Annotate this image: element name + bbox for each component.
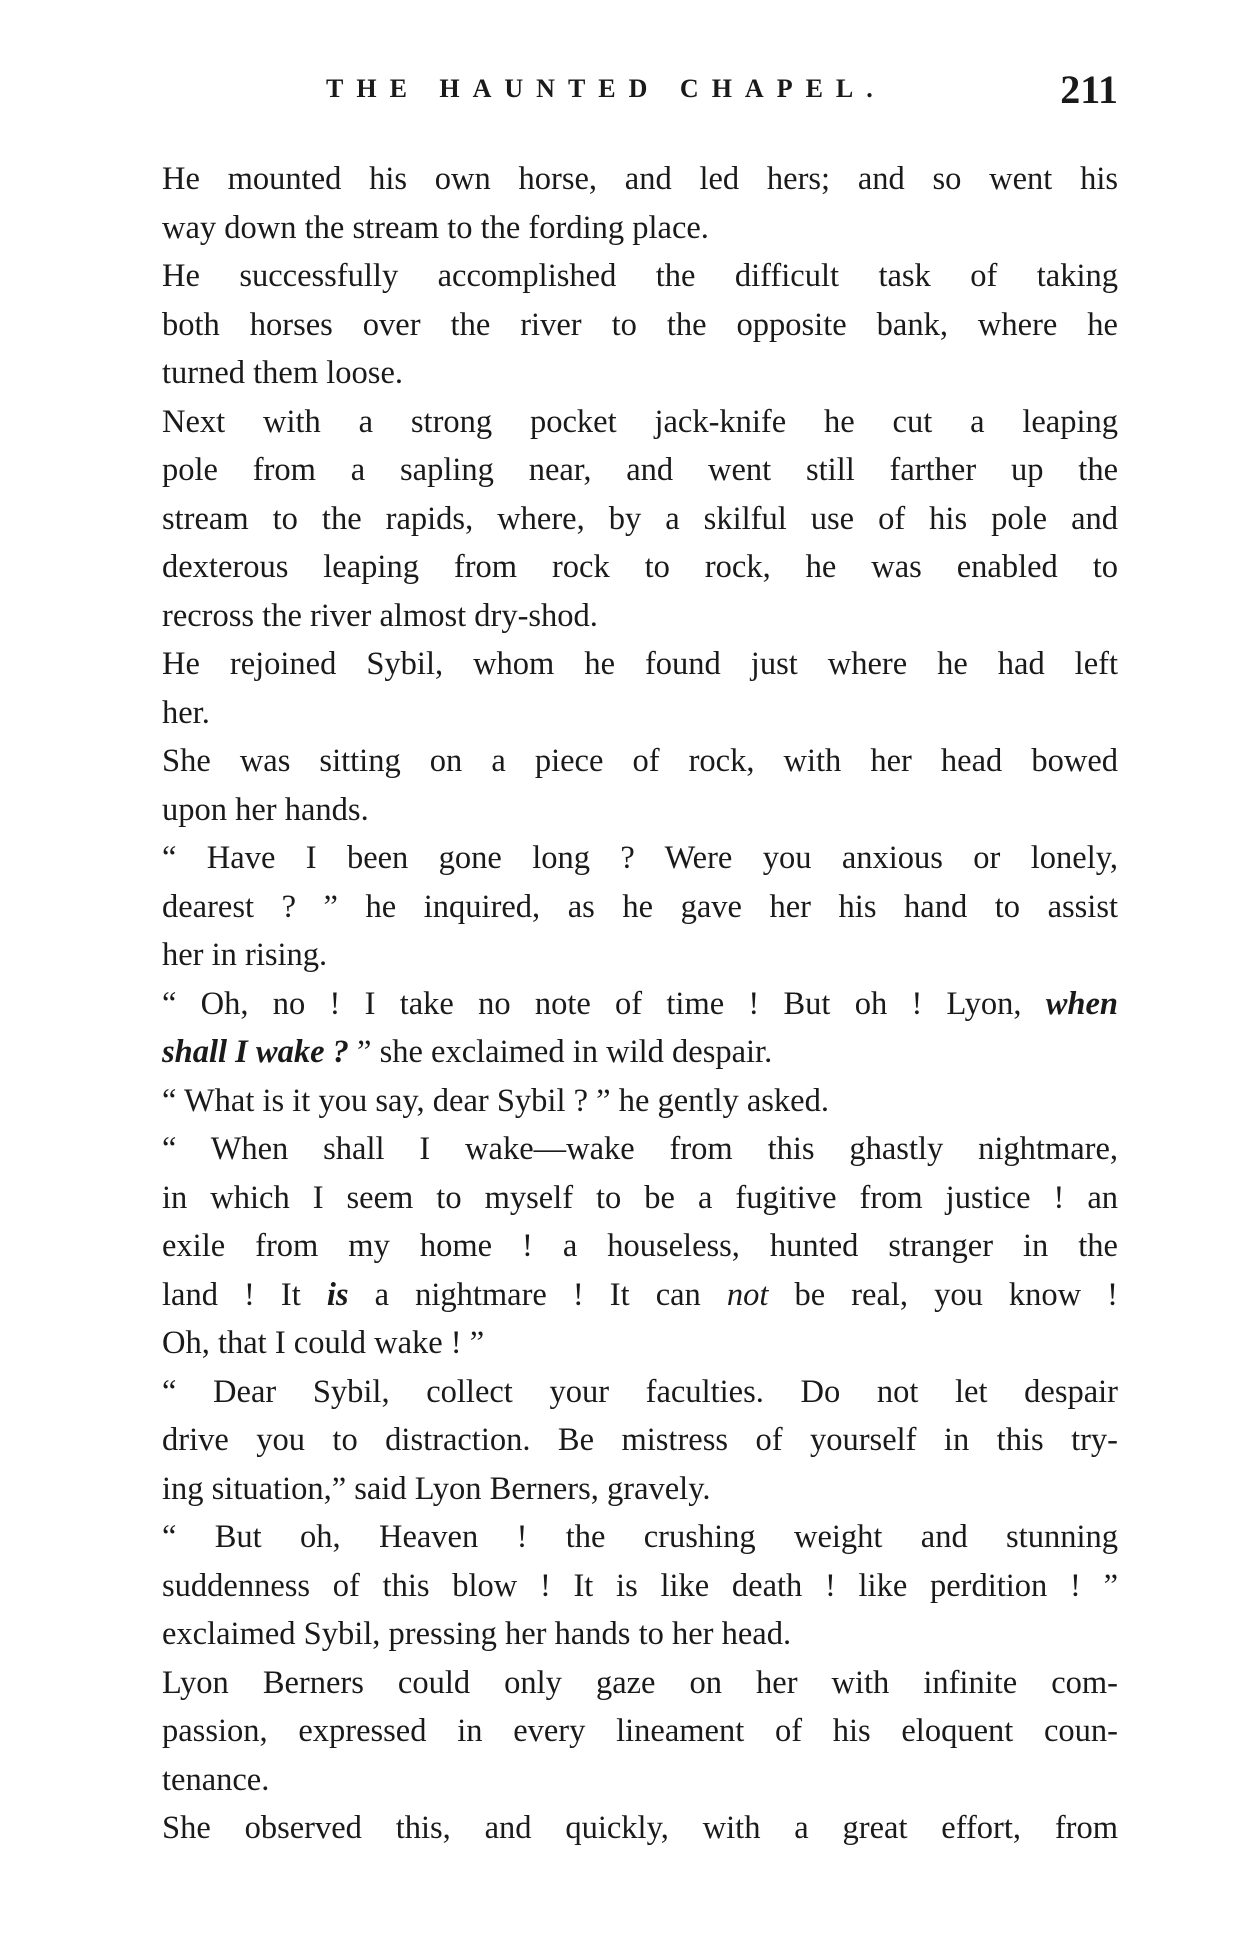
text-line: She was sitting on a piece of rock, with her head bowed xyxy=(162,743,1118,779)
text-run: be real, you know ! xyxy=(768,1276,1118,1313)
text-line: exile from my home ! a houseless, hunted stranger in the xyxy=(162,1228,1118,1264)
running-title: THE HAUNTED CHAPEL. xyxy=(326,74,886,103)
emphasis: when xyxy=(1045,985,1118,1022)
text-line xyxy=(118,1271,1118,1320)
text-line: dexterous leaping from rock to rock, he was enabled to xyxy=(162,549,1118,585)
text-line xyxy=(118,1028,1118,1077)
text-run: ” she exclaimed in wild despair. xyxy=(357,1034,773,1070)
text-line: her in rising. xyxy=(162,937,328,973)
text-line: Next with a strong pocket jack-knife he cut a leaping xyxy=(162,403,1118,440)
emphasis: shall I wake ? xyxy=(162,1034,358,1070)
text-line: “ Dear Sybil, collect your faculties. Do not let despair xyxy=(162,1373,1118,1410)
emphasis: not xyxy=(726,1276,769,1313)
paragraph xyxy=(118,1368,1118,1514)
text-line xyxy=(118,980,1118,1029)
text-line: “ Have I been gone long ? Were you anxious or lonely, xyxy=(162,840,1118,876)
paragraph xyxy=(118,737,1118,834)
paragraph xyxy=(118,1513,1118,1659)
text-line: passion, expressed in every lineament of his eloquent coun- xyxy=(162,1713,1118,1749)
text-line: exclaimed Sybil, pressing her hands to her head. xyxy=(162,1616,792,1652)
text-line: ing situation,” said Lyon Berners, gravely. xyxy=(162,1470,711,1507)
paragraph xyxy=(118,1077,1118,1126)
text-run: a nightmare ! It can xyxy=(348,1276,727,1313)
text-line: drive you to distraction. Be mistress of yourself in this try- xyxy=(162,1422,1118,1458)
text-line: He successfully accomplished the difficult task of taking xyxy=(162,258,1118,294)
text-line: suddenness of this blow ! It is like death ! like perdition ! ” xyxy=(162,1567,1118,1604)
text-line: Oh, that I could wake ! ” xyxy=(162,1325,485,1361)
page-header xyxy=(118,66,1118,126)
paragraph xyxy=(118,155,1118,252)
paragraph xyxy=(118,252,1118,398)
paragraph xyxy=(118,1804,1118,1853)
text-line: way down the stream to the fording place. xyxy=(162,209,709,246)
text-line: turned them loose. xyxy=(162,355,403,391)
page-number: 211 xyxy=(1060,67,1118,112)
text-line: He rejoined Sybil, whom he found just where he had left xyxy=(162,646,1118,682)
text-run: land ! It xyxy=(162,1276,327,1313)
text-line: dearest ? ” he inquired, as he gave her his hand to assist xyxy=(162,888,1118,925)
emphasis: is xyxy=(326,1276,349,1313)
text-line: tenance. xyxy=(162,1761,270,1798)
paragraph xyxy=(118,1659,1118,1805)
text-line: recross the river almost dry-shod. xyxy=(162,597,598,634)
paragraph xyxy=(118,834,1118,980)
text-line: her. xyxy=(162,694,210,731)
paragraph xyxy=(118,1125,1118,1368)
text-line: pole from a sapling near, and went still farther up the xyxy=(162,452,1118,488)
text-run: “ Oh, no ! I take no note of time ! But oh ! Lyon, xyxy=(162,985,1046,1022)
text-line: upon her hands. xyxy=(162,791,369,828)
text-line: stream to the rapids, where, by a skilful use of his pole and xyxy=(162,500,1118,537)
text-line: both horses over the river to the opposite bank, where he xyxy=(162,306,1118,343)
text-line: Lyon Berners could only gaze on her with infinite com- xyxy=(162,1664,1118,1701)
text-line: She observed this, and quickly, with a great effort, from xyxy=(162,1810,1118,1846)
body-text xyxy=(118,155,1118,1853)
text-line: “ What is it you say, dear Sybil ? ” he gently asked. xyxy=(162,1082,829,1119)
paragraph xyxy=(118,398,1118,641)
paragraph xyxy=(118,640,1118,737)
text-line: in which I seem to myself to be a fugitive from justice ! an xyxy=(162,1179,1118,1216)
text-line: He mounted his own horse, and led hers; and so went his xyxy=(162,161,1118,197)
text-line: “ But oh, Heaven ! the crushing weight and stunning xyxy=(162,1519,1118,1555)
paragraph xyxy=(118,980,1118,1077)
text-line: “ When shall I wake—wake from this ghastly nightmare, xyxy=(162,1131,1118,1167)
